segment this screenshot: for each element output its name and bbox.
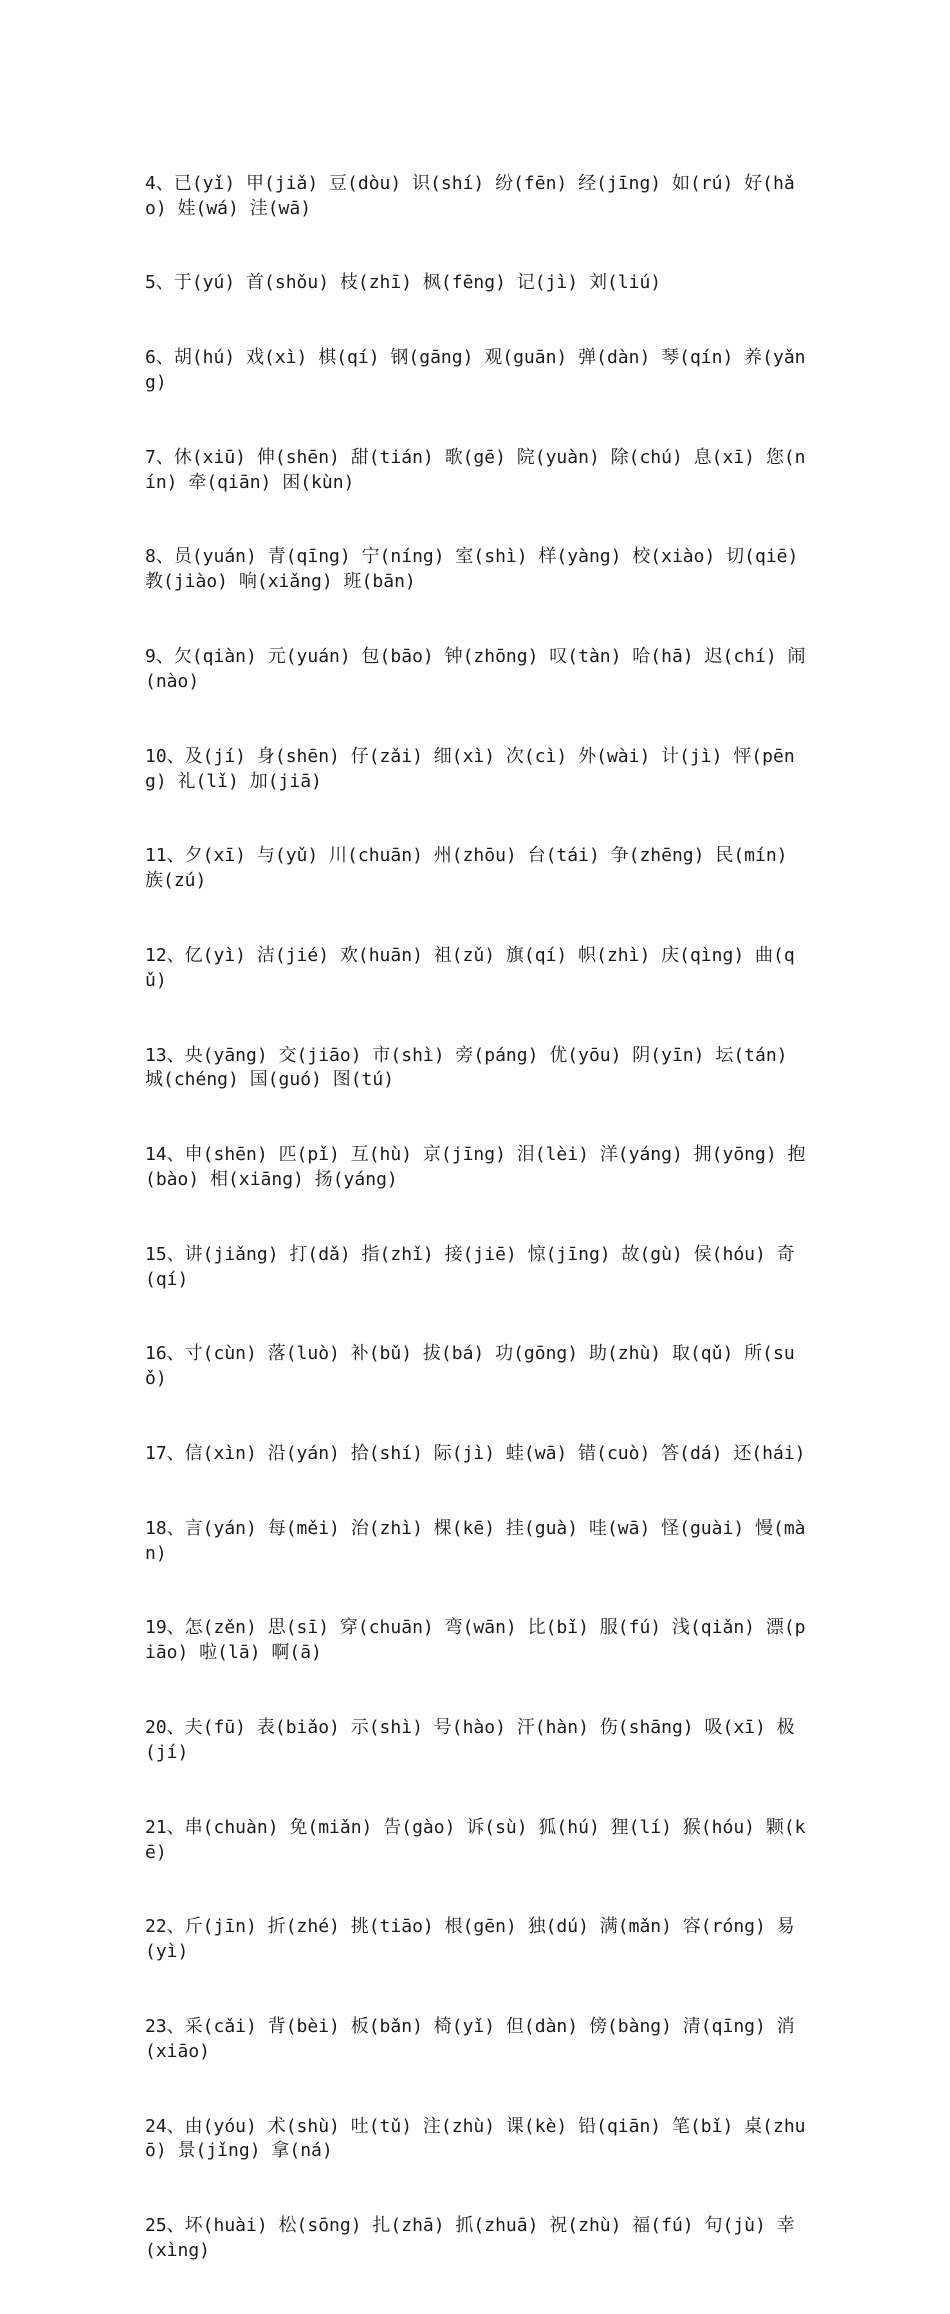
list-item: 16、寸(cùn) 落(luò) 补(bǔ) 拔(bá) 功(gōng) 助(zhù) 取(qǔ) 所(suǒ) (145, 1343, 795, 1390)
list-item: 9、欠(qiàn) 元(yuán) 包(bāo) 钟(zhōng) 叹(tàn) 哈(hā) 迟(chí) 闹(nào) (145, 646, 806, 692)
list-item: 20、夫(fū) 表(biǎo) 示(shì) 号(hào) 汗(hàn) 伤(shāng) 吸(xī) 极(jí) (145, 1717, 795, 1763)
list-item: 7、休(xiū) 伸(shēn) 甜(tián) 歌(gē) 院(yuàn) 除(chú) 息(xī) 您(nín) 牵(qiān) 困(kùn) (145, 446, 806, 493)
list-item: 25、坏(huài) 松(sōng) 扎(zhā) 抓(zhuā) 祝(zhù) 福(fú) 句(jù) 幸(xìng) (145, 2215, 795, 2262)
vocabulary-list (145, 122, 813, 2314)
list-item: 23、采(cǎi) 背(bèi) 板(bǎn) 椅(yǐ) 但(dàn) 傍(bàng) 清(qīng) 消(xiāo) (145, 2015, 795, 2062)
list-item: 8、员(yuán) 青(qīng) 宁(níng) 室(shì) 样(yàng) 校(xiào) 切(qiē) 教(jiào) 响(xiǎng) 班(bān) (145, 546, 810, 593)
list-item: 5、于(yú) 首(shǒu) 枝(zhī) 枫(fēng) 记(jì) 刘(liú) (145, 272, 662, 294)
list-item: 10、及(jí) 身(shēn) 仔(zǎi) 细(xì) 次(cì) 外(wài) 计(jì) 怦(pēng) 礼(lǐ) 加(jiā) (145, 745, 795, 792)
list-item: 17、信(xìn) 沿(yán) 拾(shí) 际(jì) 蛙(wā) 错(cuò) 答(dá) 还(hái) (145, 1443, 806, 1465)
list-item: 12、亿(yì) 洁(jié) 欢(huān) 祖(zǔ) 旗(qí) 帜(zhì) 庆(qìng) 曲(qǔ) (145, 944, 795, 991)
list-item: 11、夕(xī) 与(yǔ) 川(chuān) 州(zhōu) 台(tái) 争(zhēng) 民(mín) 族(zú) (145, 845, 799, 892)
list-item: 6、胡(hú) 戏(xì) 棋(qí) 钢(gāng) 观(guān) 弹(dàn) 琴(qín) 养(yǎng) (145, 347, 806, 394)
list-item: 18、言(yán) 每(měi) 治(zhì) 棵(kē) 挂(guà) 哇(wā) 怪(guài) 慢(màn) (145, 1517, 806, 1564)
list-item: 15、讲(jiǎng) 打(dǎ) 指(zhǐ) 接(jiē) 惊(jīng) 故(gù) 侯(hóu) 奇(qí) (145, 1243, 795, 1290)
list-item: 13、央(yāng) 交(jiāo) 市(shì) 旁(páng) 优(yōu) 阴(yīn) 坛(tán) 城(chéng) 国(guó) 图(tú) (145, 1044, 799, 1091)
list-item: 14、申(shēn) 匹(pǐ) 互(hù) 京(jīng) 泪(lèi) 洋(yáng) 拥(yōng) 抱(bào) 相(xiāng) 扬(yáng) (145, 1144, 806, 1191)
list-item: 22、斤(jīn) 折(zhé) 挑(tiāo) 根(gēn) 独(dú) 满(mǎn) 容(róng) 易(yì) (145, 1916, 795, 1963)
list-item: 24、由(yóu) 术(shù) 吐(tǔ) 注(zhù) 课(kè) 铅(qiān) 笔(bǐ) 桌(zhuō) 景(jǐng) 拿(ná) (145, 2115, 806, 2162)
list-item: 19、怎(zěn) 思(sī) 穿(chuān) 弯(wān) 比(bǐ) 服(fú) 浅(qiǎn) 漂(piāo) 啦(lā) 啊(ā) (145, 1617, 806, 1664)
list-item: 21、串(chuàn) 免(miǎn) 告(gào) 诉(sù) 狐(hú) 狸(lí) 猴(hóu) 颗(kē) (145, 1816, 806, 1863)
list-item: 4、已(yǐ) 甲(jiǎ) 豆(dòu) 识(shí) 纷(fēn) 经(jīng) 如(rú) 好(hǎo) 娃(wá) 洼(wā) (145, 172, 795, 219)
